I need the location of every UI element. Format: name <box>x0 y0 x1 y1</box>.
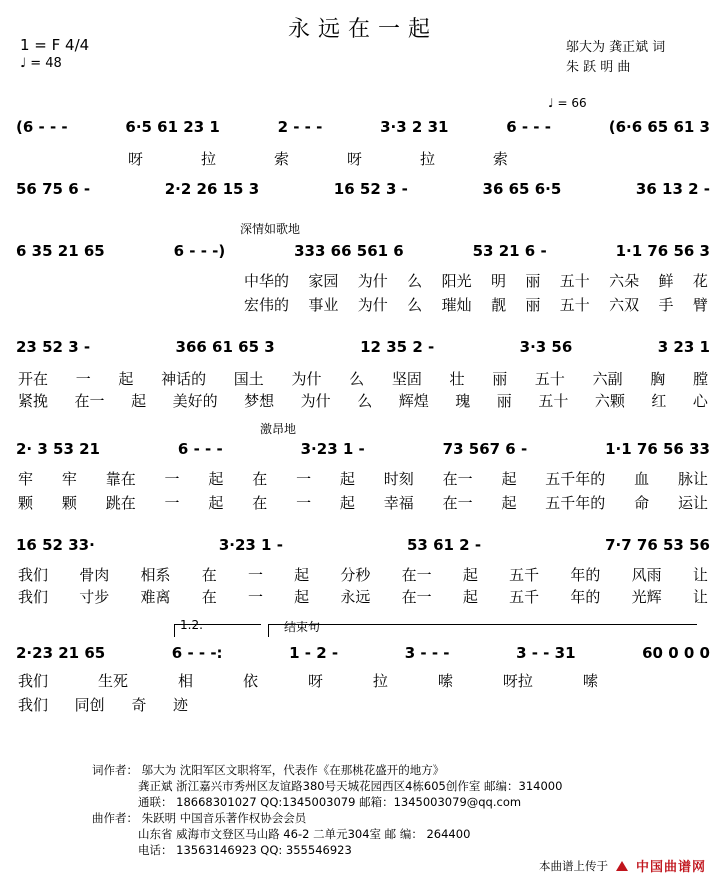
lyric: 年的 <box>570 588 601 606</box>
lyric: 五十 <box>538 392 569 410</box>
lyric: 事业 <box>308 296 339 314</box>
lyric: 光辉 <box>631 588 662 606</box>
lyric: 颗 <box>18 494 34 512</box>
score-row <box>16 118 710 136</box>
lyric: 起 <box>208 494 224 512</box>
measure: 2·23 21 65 <box>16 644 106 662</box>
lyric: 六颗 <box>594 392 625 410</box>
lyric: 同创 <box>74 696 105 714</box>
lyrics-line <box>18 670 708 691</box>
lyric: 手 <box>658 296 674 314</box>
lyric: 起 <box>208 470 224 488</box>
lyric: 么 <box>407 272 423 290</box>
lyric: 在 <box>252 494 268 512</box>
lyric: 靠在 <box>105 470 136 488</box>
lyric: 起 <box>501 494 517 512</box>
lyric: 命 <box>634 494 650 512</box>
lyric: 时刻 <box>383 470 414 488</box>
lyric: 一 <box>75 370 91 388</box>
lyric: 瑰 <box>455 392 471 410</box>
lyric: 一 <box>296 494 312 512</box>
lyric: 壮 <box>449 370 465 388</box>
lyrics-line <box>18 492 708 513</box>
lyric: 我们 <box>18 672 49 690</box>
lyric: 牢 <box>61 470 77 488</box>
lyric: 为什 <box>357 296 388 314</box>
lyric: 阳光 <box>441 272 472 290</box>
lyric: 牢 <box>18 470 34 488</box>
lyric: 起 <box>462 566 478 584</box>
score-row <box>16 338 710 356</box>
lyric: 我们 <box>18 696 49 714</box>
lyric: 六副 <box>592 370 623 388</box>
lyric: 拉 <box>200 150 216 168</box>
lyric: 起 <box>339 470 355 488</box>
lyric: 红 <box>651 392 667 410</box>
measure: 16 52 3 - <box>333 180 408 198</box>
lyric: 璀灿 <box>441 296 472 314</box>
lyric: 起 <box>501 470 517 488</box>
lyric: 一 <box>164 494 180 512</box>
page-title: 永远在一起 <box>287 17 438 42</box>
lyric: 索 <box>492 150 508 168</box>
lyric: 国土 <box>233 370 264 388</box>
volta-label: 1.2. <box>180 618 203 632</box>
lyric: 么 <box>407 296 423 314</box>
lyric: 么 <box>357 392 373 410</box>
lyric: 明 <box>490 272 506 290</box>
score-row <box>16 644 710 662</box>
measure: 3·3 2 31 <box>380 118 449 136</box>
lyric: 呀拉 <box>502 672 533 690</box>
lyric: 鲜 <box>658 272 674 290</box>
measure: 3 - - 31 <box>516 644 576 662</box>
credit-line: 电话： 13563146923 QQ: 355546923 <box>138 843 352 857</box>
measure: 3·3 56 <box>519 338 573 356</box>
measure: 6 - - -) <box>173 242 226 260</box>
key-signature: 1 = F 4/4 <box>20 36 90 54</box>
lyric: 在一 <box>401 588 432 606</box>
lyric: 我们 <box>18 566 49 584</box>
lyric: 一 <box>247 566 263 584</box>
credit-line: 词作者： 邬大为 沈阳军区文职将军，代表作《在那桃花盛开的地方》 <box>92 763 445 777</box>
lyric: 相 <box>177 672 193 690</box>
lyric: 心 <box>692 392 708 410</box>
measure: 16 52 33· <box>16 536 95 554</box>
lyrics-line <box>18 468 708 489</box>
lyric: 在一 <box>442 494 473 512</box>
lyric: 年的 <box>570 566 601 584</box>
lyric: 五千年的 <box>545 470 606 488</box>
measure: 36 65 6·5 <box>482 180 562 198</box>
tempo-change: ♩ = 66 <box>548 96 587 110</box>
lyric: 相系 <box>140 566 171 584</box>
lyrics-line <box>18 294 708 315</box>
measure: 23 52 3 - <box>16 338 91 356</box>
lyric: 骨肉 <box>79 566 110 584</box>
lyric: 让 <box>692 588 708 606</box>
measure: 56 75 6 - <box>16 180 91 198</box>
credit-line: 通联： 18668301027 QQ:1345003079 邮箱：1345003079@qq.com <box>138 795 522 809</box>
lyrics-line <box>18 390 708 411</box>
lyric: 美好的 <box>172 392 218 410</box>
measure: 2 - - - <box>277 118 323 136</box>
measure: 6 - - - <box>506 118 551 136</box>
credits-block <box>92 762 562 858</box>
lyric: 梦想 <box>244 392 275 410</box>
measure: 366 61 65 3 <box>175 338 275 356</box>
lyric: 嗦 <box>437 672 453 690</box>
measure: 2·2 26 15 3 <box>164 180 260 198</box>
score-row <box>16 180 710 198</box>
site-logo-icon <box>614 859 630 873</box>
lyrics-line <box>18 368 708 389</box>
lyric: 五千年的 <box>545 494 606 512</box>
footer <box>539 856 706 875</box>
lyric: 起 <box>462 588 478 606</box>
measure: 12 35 2 - <box>360 338 435 356</box>
measure: 6 35 21 65 <box>16 242 105 260</box>
lyric: 血 <box>634 470 650 488</box>
lyrics-line <box>18 694 708 715</box>
lyric: 五十 <box>559 296 590 314</box>
measure: 60 0 0 0 <box>642 644 710 662</box>
tempo-marking: ♩ = 48 <box>20 56 62 71</box>
lyric: 五十 <box>559 272 590 290</box>
lyric: 索 <box>273 150 289 168</box>
lyric: 起 <box>118 370 134 388</box>
measure: 7·7 76 53 56 <box>605 536 710 554</box>
lyric: 颗 <box>61 494 77 512</box>
lyric: 为什 <box>291 370 322 388</box>
measure: 6 - - -: <box>171 644 223 662</box>
ending-label: 结束句 <box>284 620 321 634</box>
lyric: 呀 <box>346 150 362 168</box>
lyric: 中华的 <box>244 272 290 290</box>
site-name[interactable]: 中国曲谱网 <box>635 860 706 875</box>
lyric: 五千 <box>509 588 540 606</box>
lyric: 生死 <box>97 672 128 690</box>
lyric: 丽 <box>525 272 541 290</box>
lyrics-line <box>18 148 708 169</box>
lyric: 依 <box>242 672 258 690</box>
lyric: 呀 <box>128 150 144 168</box>
lyric: 家园 <box>308 272 339 290</box>
lyric: 宏伟的 <box>244 296 290 314</box>
measure: 1·1 76 56 3 <box>615 242 710 260</box>
measure: (6 - - - <box>16 118 68 136</box>
lyric: 开在 <box>18 370 49 388</box>
lyric: 神话的 <box>161 370 207 388</box>
lyric: 迹 <box>172 696 188 714</box>
lyric: 嗦 <box>582 672 598 690</box>
measure: 3 23 1 <box>657 338 710 356</box>
measure: 1 - 2 - <box>289 644 339 662</box>
measure: (6·6 65 61 3 <box>608 118 710 136</box>
score-row <box>16 242 710 260</box>
expression-mark: 深情如歌地 <box>240 222 301 236</box>
score-row <box>16 536 710 554</box>
lyric: 拉 <box>419 150 435 168</box>
lyric: 六朵 <box>609 272 640 290</box>
credit-line: 曲作者： 朱跃明 中国音乐著作权协会会员 <box>92 811 307 825</box>
credit-line: 龚正斌 浙江嘉兴市秀州区友谊路380号天城花园西区4栋605创作室 邮编：314000 <box>138 779 563 793</box>
lyric: 跳在 <box>105 494 136 512</box>
lyric: 呀 <box>307 672 323 690</box>
lyric: 奇 <box>131 696 147 714</box>
lyric: 坚固 <box>391 370 422 388</box>
lyrics-line <box>18 270 708 291</box>
measure: 1·1 76 56 33 <box>605 440 710 458</box>
lyric: 丽 <box>496 392 512 410</box>
lyric: 起 <box>294 566 310 584</box>
lyric: 臂 <box>692 296 708 314</box>
lyric: 一 <box>296 470 312 488</box>
score-row <box>16 440 710 458</box>
lyric: 六双 <box>609 296 640 314</box>
lyric: 永远 <box>340 588 371 606</box>
authors <box>566 38 665 78</box>
lyric: 让 <box>692 566 708 584</box>
lyric: 风雨 <box>631 566 662 584</box>
expression-mark: 激昂地 <box>260 422 297 436</box>
lyric: 丽 <box>492 370 508 388</box>
measure: 53 61 2 - <box>406 536 482 554</box>
lyric: 胸 <box>650 370 666 388</box>
lyric: 五十 <box>534 370 565 388</box>
lyric: 在 <box>201 588 217 606</box>
upload-note: 本曲谱上传于 <box>538 858 608 873</box>
lyric: 分秒 <box>340 566 371 584</box>
lyric: 在一 <box>442 470 473 488</box>
lyric: 靓 <box>490 296 506 314</box>
composer: 朱 跃 明 曲 <box>566 60 631 75</box>
measure: 6·5 61 23 1 <box>125 118 220 136</box>
lyrics-line <box>18 564 708 585</box>
lyric: 起 <box>131 392 147 410</box>
measure: 3·23 1 - <box>218 536 283 554</box>
lyric: 运让 <box>677 494 708 512</box>
measure: 36 13 2 - <box>635 180 710 198</box>
lyric: 在 <box>252 470 268 488</box>
lyric: 拉 <box>372 672 388 690</box>
lyric: 起 <box>294 588 310 606</box>
lyric: 起 <box>339 494 355 512</box>
lyric: 在一 <box>74 392 105 410</box>
lyric: 为什 <box>357 272 388 290</box>
lyrics-line <box>18 586 708 607</box>
lyric: 在一 <box>401 566 432 584</box>
lyric: 膛 <box>692 370 708 388</box>
ending-bracket <box>268 624 697 637</box>
lyric: 丽 <box>525 296 541 314</box>
measure: 2· 3 53 21 <box>16 440 100 458</box>
lyric: 一 <box>164 470 180 488</box>
lyric: 在 <box>201 566 217 584</box>
measure: 333 66 561 6 <box>294 242 404 260</box>
credit-line: 山东省 威海市文登区马山路 46-2 二单元304室 邮 编： 264400 <box>138 827 471 841</box>
measure: 3·23 1 - <box>300 440 365 458</box>
lyric: 五千 <box>509 566 540 584</box>
lyric: 寸步 <box>79 588 110 606</box>
lyric: 辉煌 <box>398 392 429 410</box>
lyric: 一 <box>247 588 263 606</box>
measure: 73 567 6 - <box>442 440 528 458</box>
lyric: 为什 <box>300 392 331 410</box>
lyricist: 邬大为 龚正斌 词 <box>566 40 666 55</box>
measure: 53 21 6 - <box>472 242 547 260</box>
lyric: 我们 <box>18 588 49 606</box>
measure: 3 - - - <box>404 644 450 662</box>
lyric: 幸福 <box>383 494 414 512</box>
lyric: 脉让 <box>677 470 708 488</box>
lyric: 花 <box>692 272 708 290</box>
measure: 6 - - - <box>177 440 223 458</box>
lyric: 紧挽 <box>18 392 49 410</box>
lyric: 么 <box>349 370 365 388</box>
lyric: 难离 <box>140 588 171 606</box>
